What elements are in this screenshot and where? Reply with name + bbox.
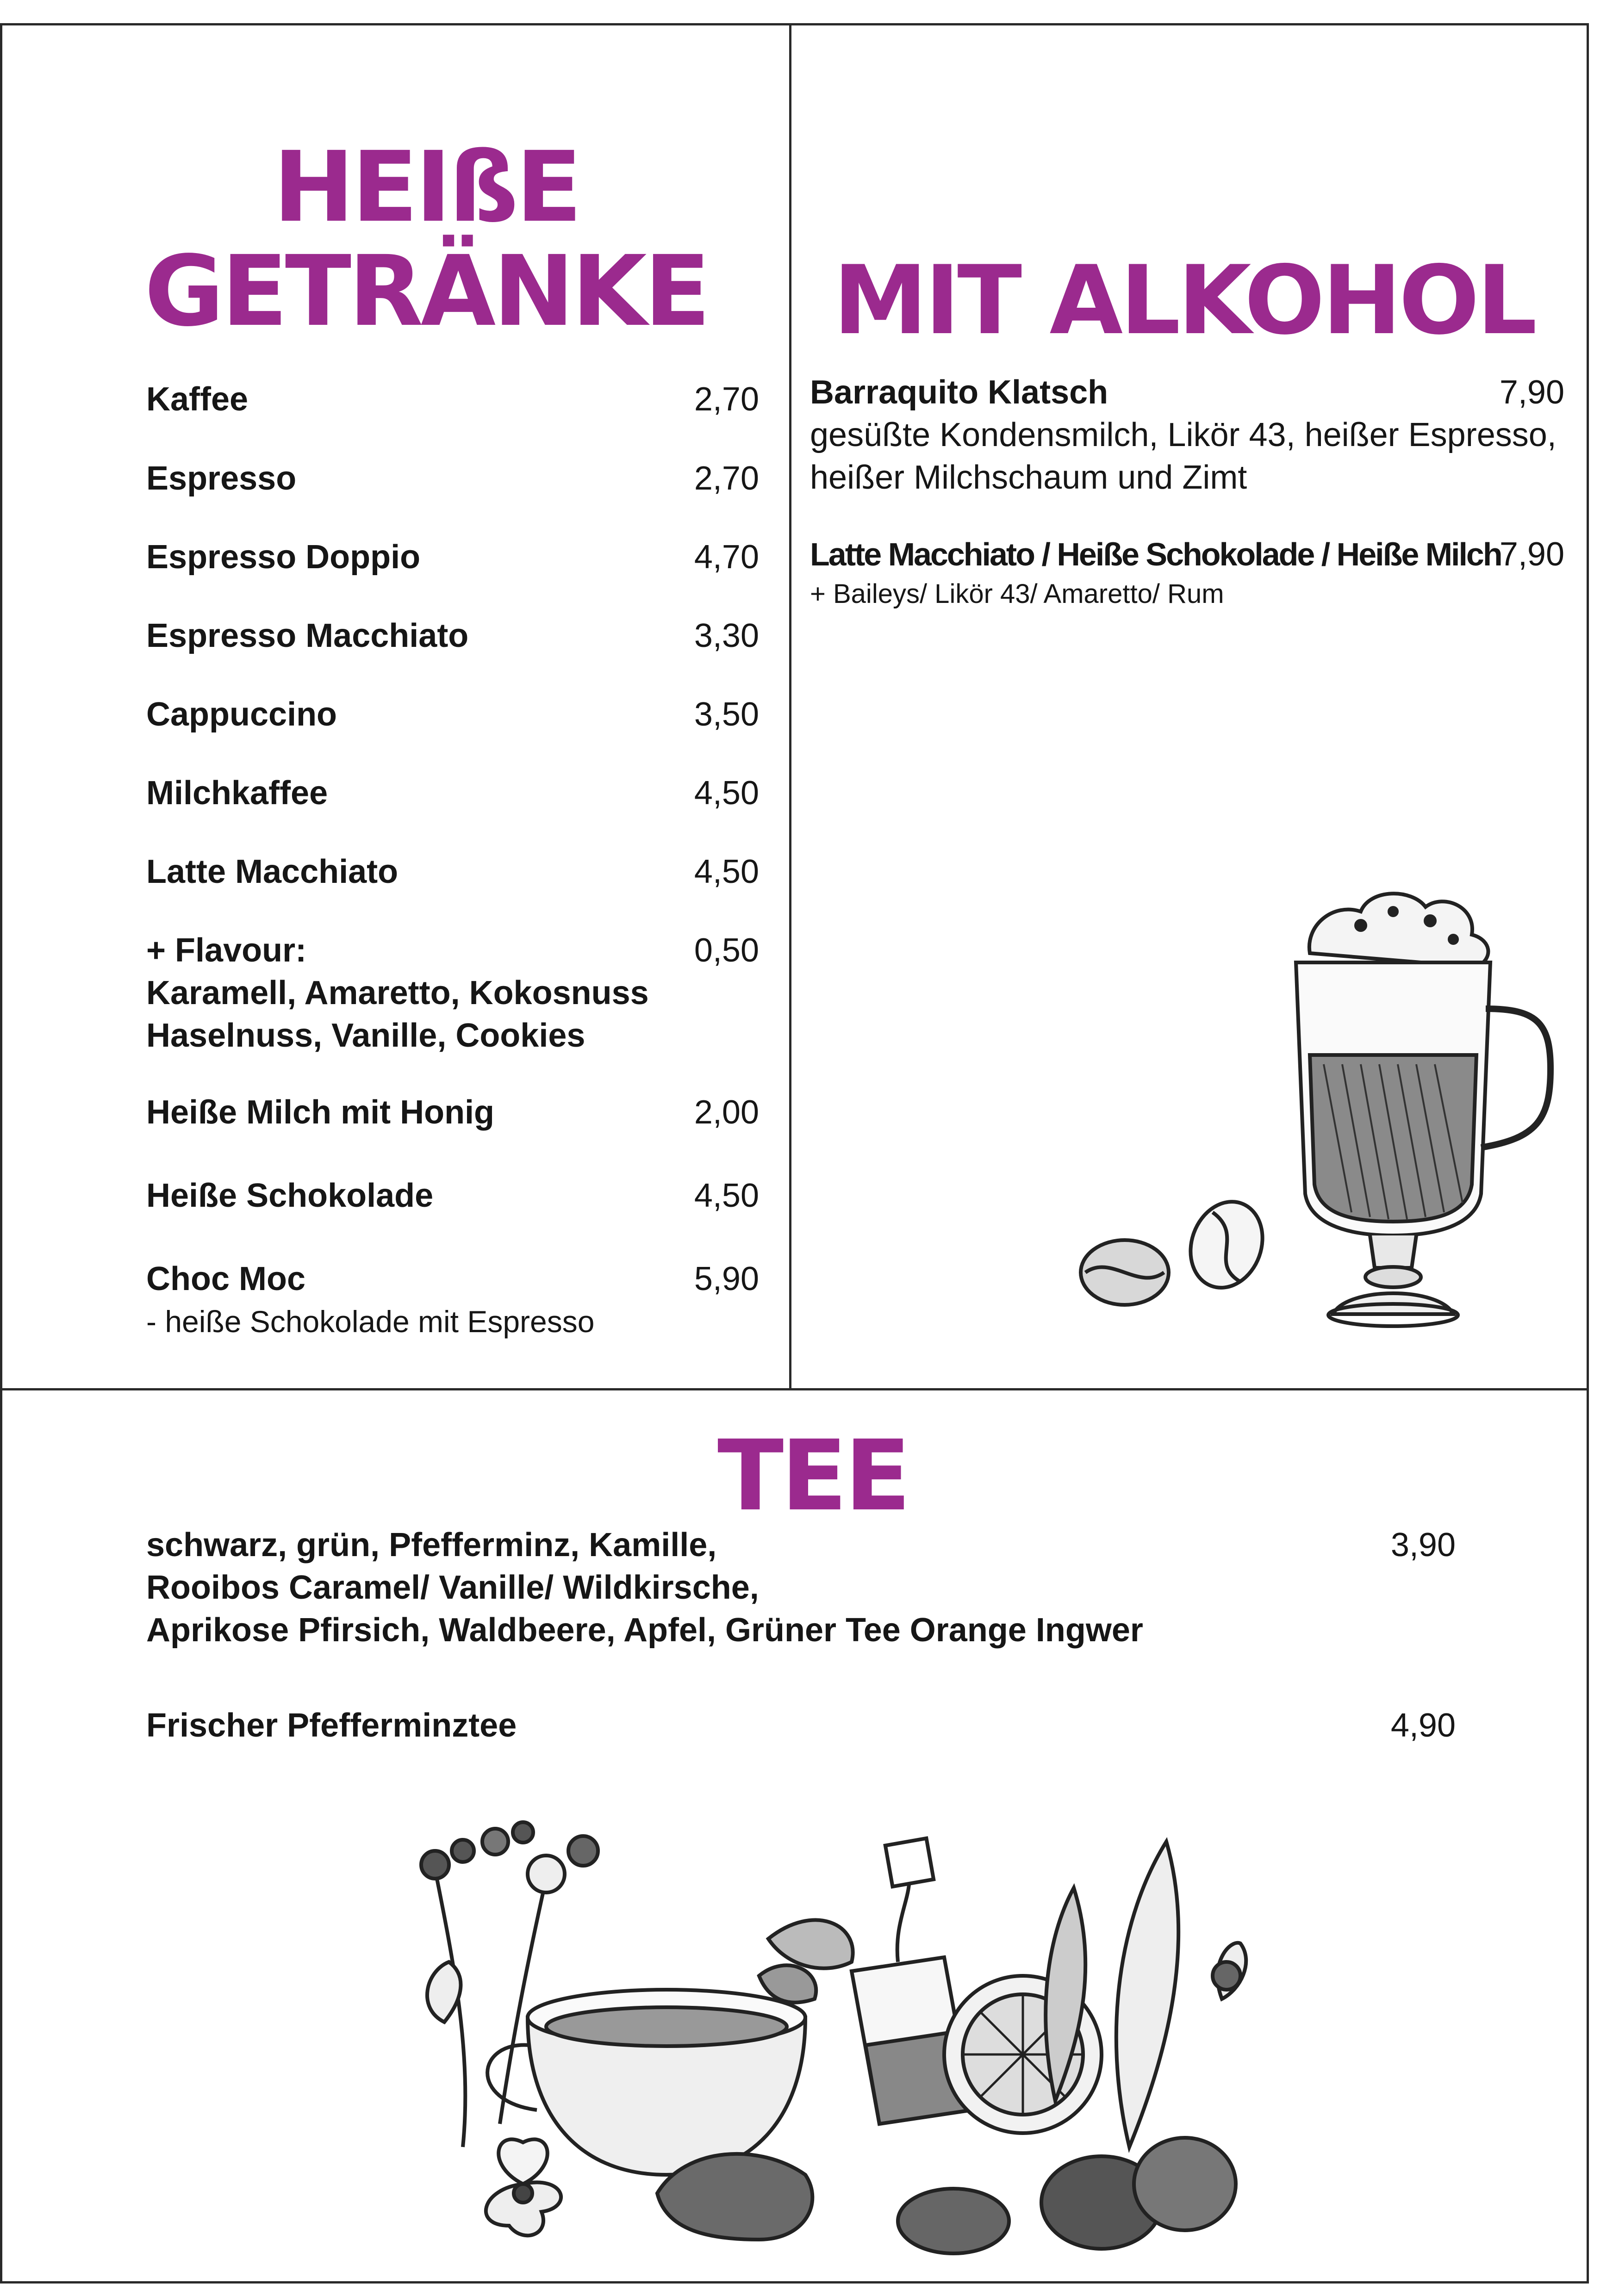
menu-item-tea-selection: schwarz, grün, Pfefferminz, Kamille, Rooibos Caramel/ Vanille/ Wildkirsche, Aprikose Pfirsich, Waldbeere, Apfel, Grüner Tee Orange Ingwer [146, 1527, 1143, 1649]
price-espresso-doppio: 4,70 [694, 539, 759, 576]
price-kaffee: 2,70 [694, 381, 759, 418]
menu-item-espresso: Espresso [146, 460, 297, 497]
menu-item-flavour: + Flavour: Karamell, Amaretto, Kokosnuss Haselnuss, Vanille, Cookies [146, 932, 649, 1054]
price-latte-alkohol: 7,90 [1499, 536, 1564, 573]
price-flavour: 0,50 [694, 932, 759, 969]
menu-item-kaffee: Kaffee [146, 381, 249, 418]
price-milchkaffee: 4,50 [694, 775, 759, 812]
menu-item-espresso-macchiato: Espresso Macchiato [146, 617, 469, 654]
coffee-beans-icon [1074, 1194, 1277, 1323]
coffee-glass-icon [1277, 870, 1564, 1333]
menu-item-milchkaffee: Milchkaffee [146, 775, 328, 812]
price-cappuccino: 3,50 [694, 696, 759, 733]
price-barraquito: 7,90 [1499, 374, 1564, 411]
price-heisse-schokolade: 4,50 [694, 1177, 759, 1214]
menu-item-latte-macchiato: Latte Macchiato [146, 853, 399, 890]
menu-item-barraquito: Barraquito Klatsch gesüßte Kondensmilch, Likör 43, heißer Espresso, heißer Milchschaum und Zimt [810, 374, 1557, 496]
menu-item-pfefferminztee: Frischer Pfefferminztee [146, 1707, 517, 1744]
price-tea-selection: 3,90 [1390, 1527, 1456, 1564]
tea-still-life-icon [407, 1823, 1268, 2263]
price-espresso: 2,70 [694, 460, 759, 497]
price-heisse-milch-honig: 2,00 [694, 1094, 759, 1131]
price-latte-macchiato: 4,50 [694, 853, 759, 890]
price-espresso-macchiato: 3,30 [694, 617, 759, 654]
hot-title-line1: HEIßE [273, 130, 579, 244]
menu-item-heisse-milch-honig: Heiße Milch mit Honig [146, 1094, 495, 1131]
tea-title: TEE [717, 1419, 909, 1533]
menu-item-espresso-doppio: Espresso Doppio [146, 539, 421, 576]
price-choc-moc: 5,90 [694, 1260, 759, 1297]
alcohol-title: MIT ALKOHOL [833, 246, 1535, 356]
price-pfefferminztee: 4,90 [1390, 1707, 1456, 1744]
hot-title-line2: GETRÄNKE [144, 235, 708, 348]
menu-item-choc-moc: Choc Moc - heiße Schokolade mit Espresso [146, 1260, 595, 1339]
menu-item-cappuccino: Cappuccino [146, 696, 337, 733]
menu-item-heisse-schokolade: Heiße Schokolade [146, 1177, 434, 1214]
menu-item-latte-alkohol: Latte Macchiato / Heiße Schokolade / Heiße Milch + Baileys/ Likör 43/ Amaretto/ Rum [810, 536, 1501, 609]
